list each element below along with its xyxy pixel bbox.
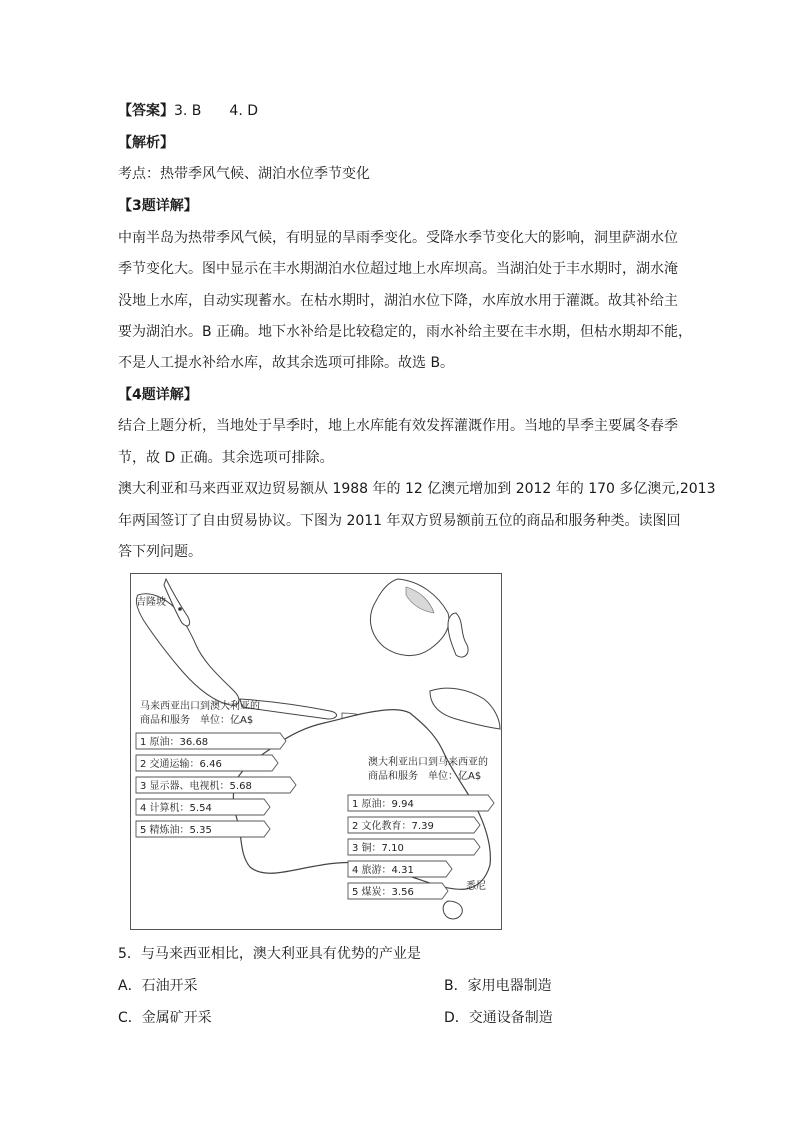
- q4-text-line: 结合上题分析，当地处于旱季时，地上水库能有效发挥灌溉作用。当地的旱季主要属冬春季: [118, 418, 678, 434]
- au-item-1: 1 原油：9.94: [352, 799, 414, 810]
- au-item-5: 5 煤炭：3.56: [352, 887, 414, 898]
- my-item-4: 4 计算机：5.54: [140, 803, 212, 814]
- au-item-2: 2 文化教育：7.39: [352, 821, 434, 832]
- trade-map-figure: [130, 573, 502, 930]
- city-kl-label: 吉隆坡: [136, 597, 166, 608]
- au-item-3: 3 铜：7.10: [352, 843, 404, 854]
- answer-label: 【答案】: [118, 103, 174, 119]
- my-title-line2: 商品和服务 单位：亿A$: [140, 715, 254, 726]
- analysis-label: 【解析】: [118, 135, 174, 151]
- q5-option-d[interactable]: D．交通设备制造: [444, 1010, 553, 1026]
- q3-text-line: 没地上水库，自动实现蓄水。在枯水期时，湖泊水位下降，水库放水用于灌溉。故其补给主: [118, 293, 678, 309]
- trade-map-svg: [130, 573, 502, 930]
- intro-line: 澳大利亚和马来西亚双边贸易额从 1988 年的 12 亿澳元增加到 2012 年的 170 多亿澳元,2013: [118, 481, 716, 497]
- q5-option-c[interactable]: C．金属矿开采: [118, 1010, 212, 1026]
- intro-line: 答下列问题。: [118, 544, 202, 560]
- my-item-1: 1 原油：36.68: [140, 737, 209, 748]
- answer-value: 3. B 4. D: [174, 103, 258, 119]
- q3-text-line: 季节变化大。图中显示在丰水期湖泊水位超过地上水库坝高。当湖泊处于丰水期时，湖水淹: [118, 261, 678, 277]
- q5-option-b[interactable]: B．家用电器制造: [444, 978, 552, 994]
- q3-text-line: 不是人工提水补给水库，故其余选项可排除。故选 B。: [118, 355, 455, 371]
- q5-stem: 5．与马来西亚相比，澳大利亚具有优势的产业是: [118, 946, 421, 962]
- kaodian-line: 考点：热带季风气候、湖泊水位季节变化: [118, 166, 370, 182]
- intro-line: 年两国签订了自由贸易协议。下图为 2011 年双方贸易额前五位的商品和服务种类。读图回: [118, 513, 681, 529]
- au-title-line2: 商品和服务 单位：亿A$: [368, 771, 482, 782]
- q3-text-line: 中南半岛为热带季风气候，有明显的旱雨季变化。受降水季节变化大的影响，洞里萨湖水位: [118, 230, 678, 246]
- my-item-5: 5 精炼油：5.35: [140, 825, 212, 836]
- q4-label: 【4题详解】: [118, 387, 198, 403]
- city-sydney-label: 悉尼: [466, 881, 486, 892]
- answer-line: [118, 101, 258, 121]
- my-title-line1: 马来西亚出口到澳大利亚的: [140, 701, 260, 712]
- q3-text-line: 要为湖泊水。B 正确。地下水补给是比较稳定的，雨水补给主要在丰水期，但枯水期却不能，: [118, 324, 693, 340]
- q4-text-line: 节，故 D 正确。其余选项可排除。: [118, 450, 334, 466]
- city-kl-dot: [178, 607, 182, 611]
- q3-label: 【3题详解】: [118, 198, 198, 214]
- my-item-2: 2 交通运输：6.46: [140, 759, 222, 770]
- my-item-3: 3 显示器、电视机：5.68: [140, 781, 252, 792]
- au-item-4: 4 旅游：4.31: [352, 865, 414, 876]
- au-title-line1: 澳大利亚出口到马来西亚的: [368, 757, 488, 768]
- q5-option-a[interactable]: A．石油开采: [118, 978, 198, 994]
